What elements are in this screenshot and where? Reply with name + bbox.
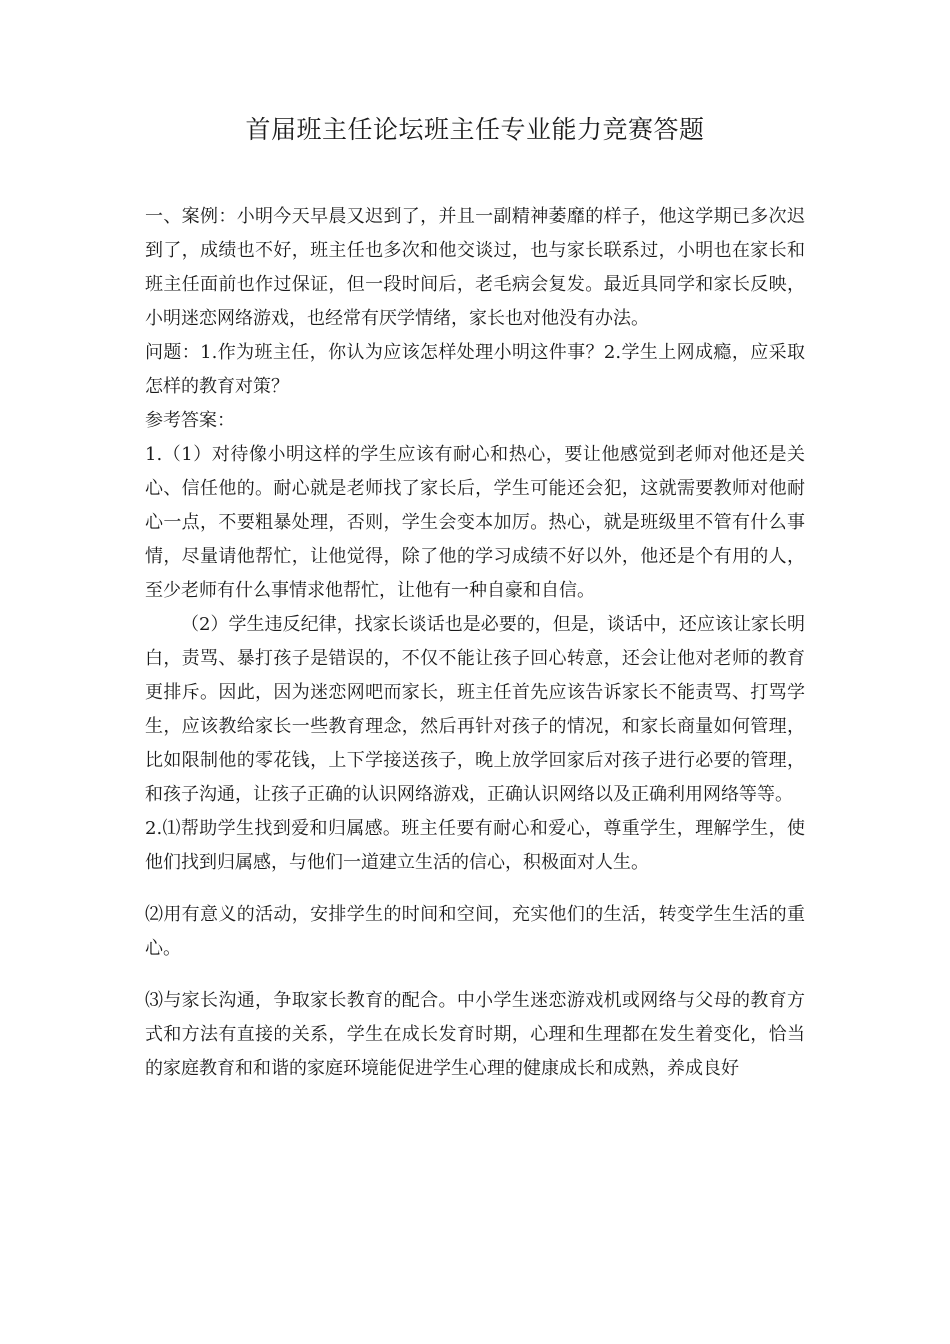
answer-label: 参考答案： <box>145 410 235 431</box>
answer-paragraph-4: ⑵用有意义的活动，安排学生的时间和空间，充实他们的生活，转变学生生活的重心。 <box>145 904 805 959</box>
question-paragraph: 问题：1.作为班主任，你认为应该怎样处理小明这件事？2.学生上网成瘾，应采取怎样的教育对策？ <box>145 342 805 397</box>
answer-paragraph-2: （2）学生违反纪律，找家长谈话也是必要的，但是，谈话中，还应该让家长明白，责骂、暴打孩子是错误的，不仅不能让孩子回心转意，还会让他对老师的教育更排斥。因此，因为迷恋网吧而家长，班主任首先应该告诉家长不能责骂、打骂学生，应该教给家长一些教育理念，然后再针对孩子的情况，和家长商量如何管理，比如限制他的零花钱，上下学接送孩子，晚上放学回家后对孩子进行必要的管理，和孩子沟通，让孩子正确的认识网络游戏，正确认识网络以及正确利用网络等等。 <box>145 614 805 805</box>
page-title: 首届班主任论坛班主任专业能力竞赛答题 <box>245 115 705 144</box>
document-body <box>145 200 805 1086</box>
answer-paragraph-3: 2.⑴帮助学生找到爱和归属感。班主任要有耐心和爱心，尊重学生，理解学生，使他们找到归属感，与他们一道建立生活的信心，积极面对人生。 <box>145 818 805 873</box>
case-paragraph: 一、案例：小明今天早晨又迟到了，并且一副精神萎靡的样子，他这学期已多次迟到了，成绩也不好，班主任也多次和他交谈过，也与家长联系过，小明也在家长和班主任面前也作过保证，但一段时间后，老毛病会复发。最近具同学和家长反映，小明迷恋网络游戏，也经常有厌学情绪，家长也对他没有办法。 <box>145 206 805 329</box>
answer-paragraph-1: 1.（1）对待像小明这样的学生应该有耐心和热心，要让他感觉到老师对他还是关心、信任他的。耐心就是老师找了家长后，学生可能还会犯，这就需要教师对他耐心一点，不要粗暴处理，否则，学生会变本加厉。热心，就是班级里不管有什么事情，尽量请他帮忙，让他觉得，除了他的学习成绩不好以外，他还是个有用的人，至少老师有什么事情求他帮忙，让他有一种自豪和自信。 <box>145 444 805 601</box>
answer-paragraph-5: ⑶与家长沟通，争取家长教育的配合。中小学生迷恋游戏机或网络与父母的教育方式和方法有直接的关系，学生在成长发育时期，心理和生理都在发生着变化，恰当的家庭教育和和谐的家庭环境能促进学生心理的健康成长和成熟，养成良好 <box>145 990 805 1079</box>
